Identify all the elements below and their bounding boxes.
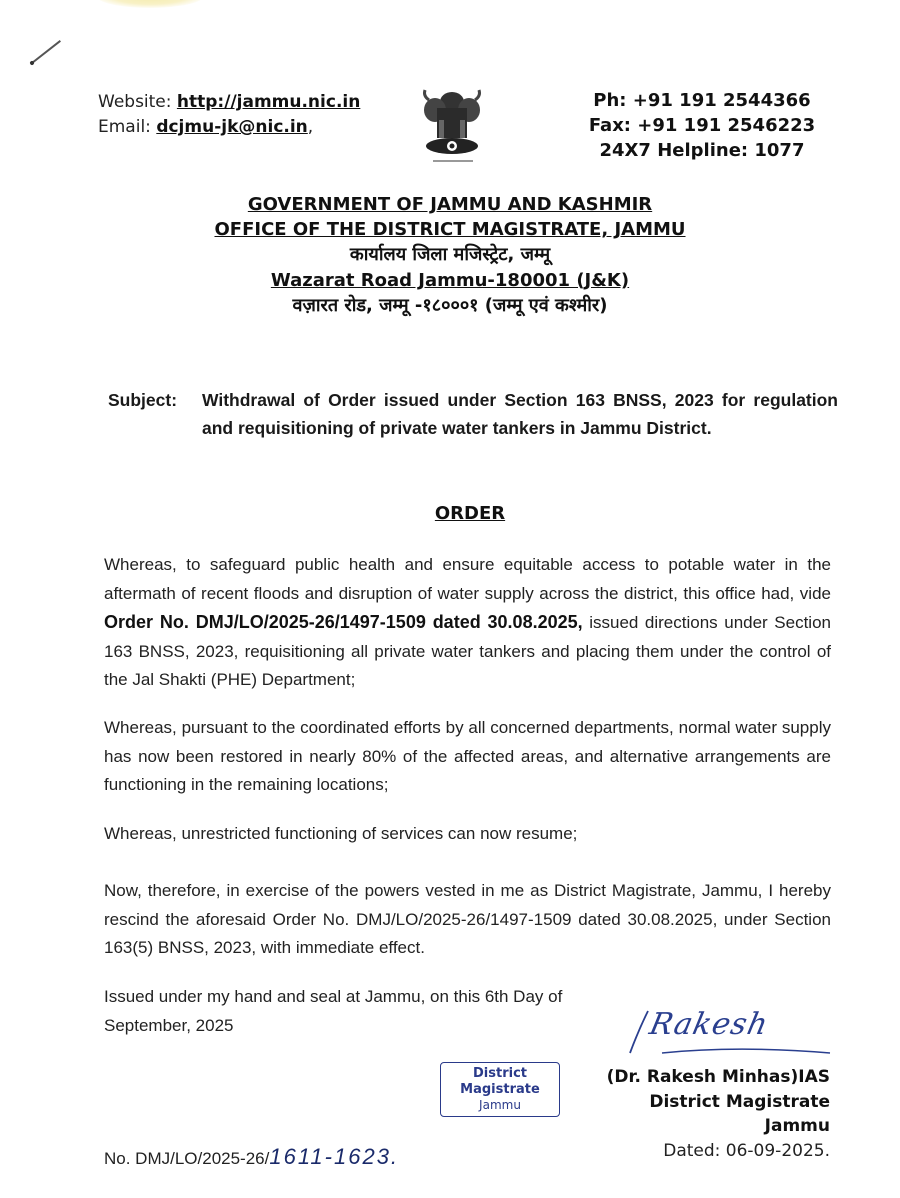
office-address-hindi: वज़ारत रोड, जम्मू -१८०००१ (जम्मू एवं कश्मीर) <box>292 295 608 316</box>
seal-place: Jammu <box>479 1098 521 1112</box>
paragraph-whereas-3: Whereas, unrestricted functioning of services can now resume; <box>104 824 578 843</box>
national-emblem-icon <box>415 80 490 175</box>
paper-stain <box>95 0 205 8</box>
seal-title: District Magistrate <box>460 1066 540 1097</box>
phone: Ph: +91 191 2544366 <box>593 90 811 111</box>
email-line <box>98 115 360 140</box>
paragraph-whereas-2: Whereas, pursuant to the coordinated efforts by all concerned departments, normal water supply has now been restored in nearly 80% of the affected areas, and alternative arrangements are functioning in the remaining locations; <box>104 718 831 794</box>
order-title: ORDER <box>434 503 506 524</box>
helpline: 24X7 Helpline: 1077 <box>599 140 805 161</box>
paragraph-issued: Issued under my hand and seal at Jammu, on this 6th Day of September, 2025 <box>104 987 563 1035</box>
signatory-place: Jammu <box>764 1116 830 1136</box>
website-line <box>98 90 360 115</box>
signatory-name: (Dr. Rakesh Minhas)IAS <box>606 1067 830 1087</box>
office-title: OFFICE OF THE DISTRICT MAGISTRATE, JAMMU <box>214 219 686 240</box>
reference-prefix: No. DMJ/LO/2025-26/ <box>104 1149 270 1168</box>
email-link[interactable]: dcjmu-jk@nic.in <box>156 117 308 137</box>
p1-text-start: Whereas, to safeguard public health and ensure equitable access to potable water in the aftermath of recent floods and disruption of water supply across the district, this office had, vide <box>104 555 831 603</box>
subject-block <box>108 386 838 442</box>
paragraph-now-therefore: Now, therefore, in exercise of the powers vested in me as District Magistrate, Jammu, I hereby rescind the aforesaid Order No. DMJ/LO/2025-26/1497-1509 dated 30.08.2025, under Section 163(5) BNSS, 2023, with immediate effect. <box>104 881 831 957</box>
p1-text-end: issued directions under Section 163 BNSS, 2023, requisitioning all private water tankers and placing them under the control of the Jal Shakti (PHE) Department; <box>104 613 831 689</box>
paragraph-whereas-1 <box>104 551 831 695</box>
website-link[interactable]: http://jammu.nic.in <box>176 92 361 112</box>
email-suffix: , <box>307 117 314 137</box>
office-title-hindi: कार्यालय जिला मजिस्ट्रेट, जम्मू <box>349 244 551 265</box>
p1-order-reference: Order No. DMJ/LO/2025-26/1497-1509 dated 30.08.2025, <box>104 612 583 632</box>
signatory-block <box>560 1065 830 1163</box>
office-seal <box>440 1062 560 1117</box>
office-header <box>150 192 750 319</box>
signature-text: Rakesh <box>646 1007 772 1042</box>
signatory-designation: District Magistrate <box>649 1091 830 1112</box>
reference-handwritten: 1611-1623. <box>269 1144 400 1169</box>
order-date: Dated: 06-09-2025. <box>663 1140 830 1161</box>
contact-right <box>582 88 822 163</box>
email-label: Email: <box>98 117 151 137</box>
fax: Fax: +91 191 2546223 <box>588 115 816 136</box>
pen-mark <box>31 40 61 64</box>
subject-text: Withdrawal of Order issued under Section 163 BNSS, 2023 for regulation and requisitioning of private water tankers in Jammu District. <box>202 390 838 438</box>
reference-number <box>104 1144 399 1170</box>
subject-label: Subject: <box>108 390 178 410</box>
website-label: Website: <box>98 92 172 112</box>
office-address: Wazarat Road Jammu-180001 (J&K) <box>270 270 630 291</box>
signature <box>622 1003 832 1059</box>
government-title: GOVERNMENT OF JAMMU AND KASHMIR <box>247 194 653 215</box>
contact-left <box>98 90 360 140</box>
